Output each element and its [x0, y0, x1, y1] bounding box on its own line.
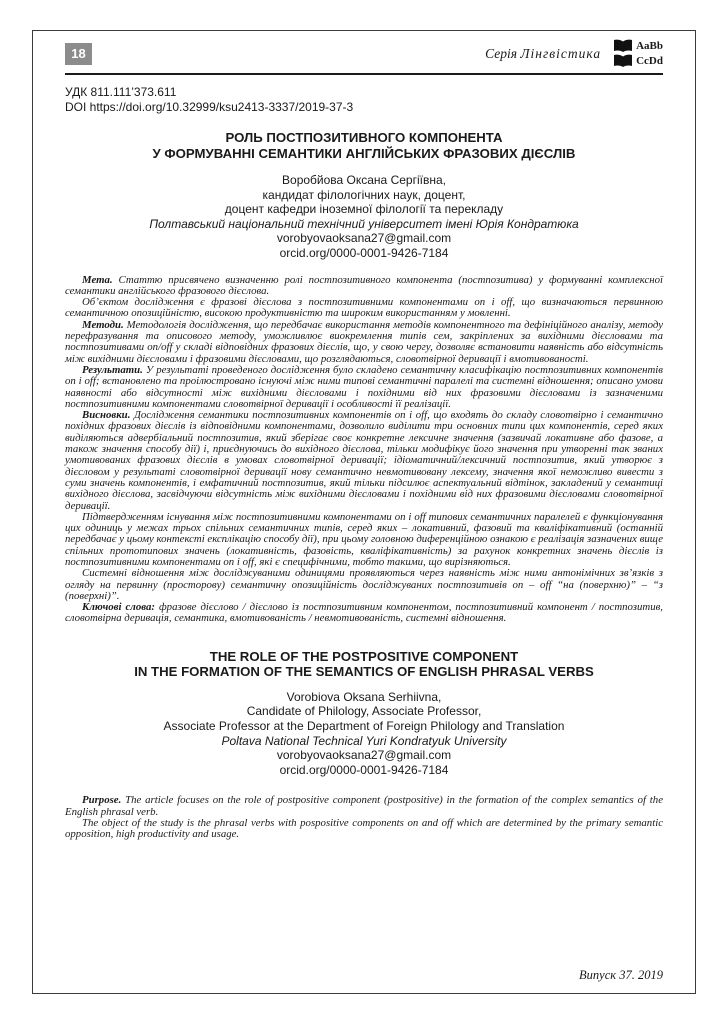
author-position-ua: доцент кафедри іноземної філології та перекладу	[224, 202, 504, 217]
paragraph-text: Статтю присвячено визначенню ролі постпозитивного компонента (постпозитива) у формуванні комплексної семантики англійського фразового дієслова.	[65, 273, 663, 297]
author-orcid-en: orcid.org/0000-0001-9426-7184	[279, 762, 449, 777]
paragraph-lead: Мета.	[82, 273, 119, 286]
open-book-icon	[613, 39, 633, 53]
article-meta	[65, 85, 663, 114]
paragraph-lead: Висновки.	[82, 409, 134, 422]
author-block-en	[65, 690, 663, 778]
abstract-paragraph-purpose	[65, 275, 663, 298]
author-email-en: vorobyovaoksana27@gmail.com	[276, 748, 452, 763]
page-frame	[32, 30, 696, 994]
abstract-paragraph-systemic	[65, 568, 663, 602]
open-book-icon	[613, 54, 633, 68]
title-en-line1: THE ROLE OF THE POSTPOSITIVE COMPONENT	[209, 648, 519, 664]
abstract-paragraph-parallels	[65, 512, 663, 568]
abstract-paragraph-results	[65, 365, 663, 410]
paragraph-text: The object of the study is the phrasal verbs with pospositive components on and off which are determined by the primary semantic opposition, high productivity and usage.	[65, 816, 663, 841]
udk-line: УДК 811.111’373.611	[65, 85, 177, 99]
paragraph-text: The article focuses on the role of postpositive component (postpositive) in the formation of the complex semantics of the English phrasal verb.	[65, 794, 663, 818]
author-university-en: Poltava National Technical Yuri Kondratyuk University	[221, 733, 507, 748]
author-name-ua: Воробйова Оксана Сергіївна,	[282, 173, 446, 187]
logo-row	[613, 39, 663, 53]
abstract-ua	[65, 275, 663, 625]
paragraph-text: У результаті проведеного дослідження було складено семантичну класифікацію постпозитивних компонентів on і off; встановлено та проілюстровано існуючі між ними типові семантичні паралелі та системні відношення; описано умови наявності або відсутності між вихідними дієсловами і похідними від них фразовими дієсловами із зазначеними постпозитивними компонентами словотвірної деривації і особливості її реалізації.	[65, 363, 663, 410]
abstract-en	[65, 795, 663, 840]
paragraph-lead: Purpose.	[82, 794, 126, 807]
author-university-ua: Полтавський національний технічний університет імені Юрія Кондратюка	[149, 216, 579, 231]
author-degree-en: Candidate of Philology, Associate Professor,	[246, 704, 482, 719]
issue-footer: Випуск 37. 2019	[579, 968, 663, 982]
author-name-en: Vorobiova Oksana Serhiivna,	[286, 689, 442, 704]
doi-line: DOI https://doi.org/10.32999/ksu2413-3337/2019-37-3	[65, 99, 354, 114]
author-degree-ua: кандидат філологічних наук, доцент,	[262, 187, 466, 202]
title-en-line2: IN THE FORMATION OF THE SEMANTICS OF ENGLISH PHRASAL VERBS	[134, 664, 594, 680]
paragraph-text: Дослідження семантики постпозитивних компонентів on і off, що входять до складу словотвірно і семантично похідних фразових дієслів із відповідними компонентами, дозволило виділити три основних типи цих компонентів, серед яких виділяються адвербіальний постпозитив, який зберігає своє конкретне лексичне значення (зазвичай локативне або фазове, а також значення способу дії) і, приєднуючись до вихідного дієслова, тільки модифікує його значення при утворенні так званих умотивованих фразових дієслів в умовах словотвірної деривації; ідіоматичний/лексичний постпозитив, який утворює з дієсловом у результаті словотвірної деривації нову семантично невмотивовану лексему, значення якої неможливо вивести з суми значень компонентів, і емфатичний постпозитив, який тільки підсилює аспектуальний відтінок, закладений у семантиці вихідного дієслова, засвідчуючи відсутність між вихідними дієсловами і похідними від них фразовими дієсловами словотвірної деривації.	[65, 409, 663, 512]
paragraph-text: Підтвердженням існування між постпозитивними компонентами on і off типових семантичних паралелей є функціонування цих одиниць у межах трьох спільних семантичних типів, серед яких – локативний, фазовий та кваліфікативний (останній передбачає у цьому контексті експлікацію способу дії), при цьому головною диференційною ознакою є реалізація зазначених вище спільних прототипових значень (локативність, фазовість, кваліфікативність) за рахунок конкретних значень дієслів із постпозитивними компонентами on і off, які є специфічними, тобто такими, що вирізняються.	[65, 510, 663, 568]
paragraph-text: Системні відношення між досліджуваними одиницями проявляються через наявність між ними антонімічних зв’язків з огляду на первинну (просторову) семантичну опозиційність досліджуваних постпозитивів on – off “на (поверхню)” – “з (поверхні)”.	[65, 567, 663, 602]
article-title-en	[65, 649, 663, 680]
abstract-paragraph-keywords	[65, 602, 663, 625]
journal-logo	[613, 39, 663, 68]
abstract-en-paragraph-purpose	[65, 795, 663, 818]
article-title-ua	[65, 130, 663, 161]
series-title	[485, 46, 601, 62]
series-name: Лінгвістика	[520, 45, 602, 61]
logo-text-line1: AaBb	[636, 39, 663, 52]
paragraph-lead: Методи.	[82, 318, 127, 331]
abstract-en-paragraph-object	[65, 818, 663, 841]
paragraph-text: Об’єктом дослідження є фразові дієслова з постпозитивними компонентами on і off, що визначаються первинною семантичною опозиційністю, високою продуктивністю та широким використанням у мовленні.	[65, 296, 663, 320]
author-position-en: Associate Professor at the Department of Foreign Philology and Translation	[163, 718, 565, 733]
abstract-paragraph-object	[65, 297, 663, 320]
abstract-paragraph-conclusions	[65, 410, 663, 512]
page-header	[65, 39, 663, 75]
title-ua-line1: РОЛЬ ПОСТПОЗИТИВНОГО КОМПОНЕНТА	[225, 130, 503, 145]
paragraph-lead: Ключові слова:	[82, 601, 160, 614]
logo-text-line2: CcDd	[636, 54, 663, 67]
title-ua-line2: У ФОРМУВАННІ СЕМАНТИКИ АНГЛІЙСЬКИХ ФРАЗОВИХ ДІЄСЛІВ	[152, 145, 576, 161]
abstract-paragraph-methods	[65, 320, 663, 365]
author-orcid-ua: orcid.org/0000-0001-9426-7184	[279, 245, 449, 260]
series-label: Серія	[485, 45, 521, 61]
author-email-ua: vorobyovaoksana27@gmail.com	[276, 231, 452, 246]
paragraph-lead: Результати.	[82, 363, 146, 376]
page-number-badge: 18	[65, 43, 92, 65]
logo-row	[613, 54, 663, 68]
author-block-ua	[65, 173, 663, 261]
paragraph-text: Методологія дослідження, що передбачає використання методів компонентного та дефініційного аналізу, методу перефразування та описового методу, уможливлює виокремлення типів сем, закріплених за вихідними дієсловами та постпозитивами on/off у складі відповідних фразових дієслів, що, у свою чергу, дозволяє встановити наявність або відсутність між вихідними дієсловами і фразовими дієсловами, що розглядаються, словотвірної деривації і вмотивованості.	[65, 318, 663, 365]
paragraph-text: фразове дієслово / дієслово із постпозитивним компонентом, постпозитивний компонент / постпозитив, словотвірна деривація, семантика, вмотивованість / невмотивованість, системні відношення.	[65, 601, 663, 625]
